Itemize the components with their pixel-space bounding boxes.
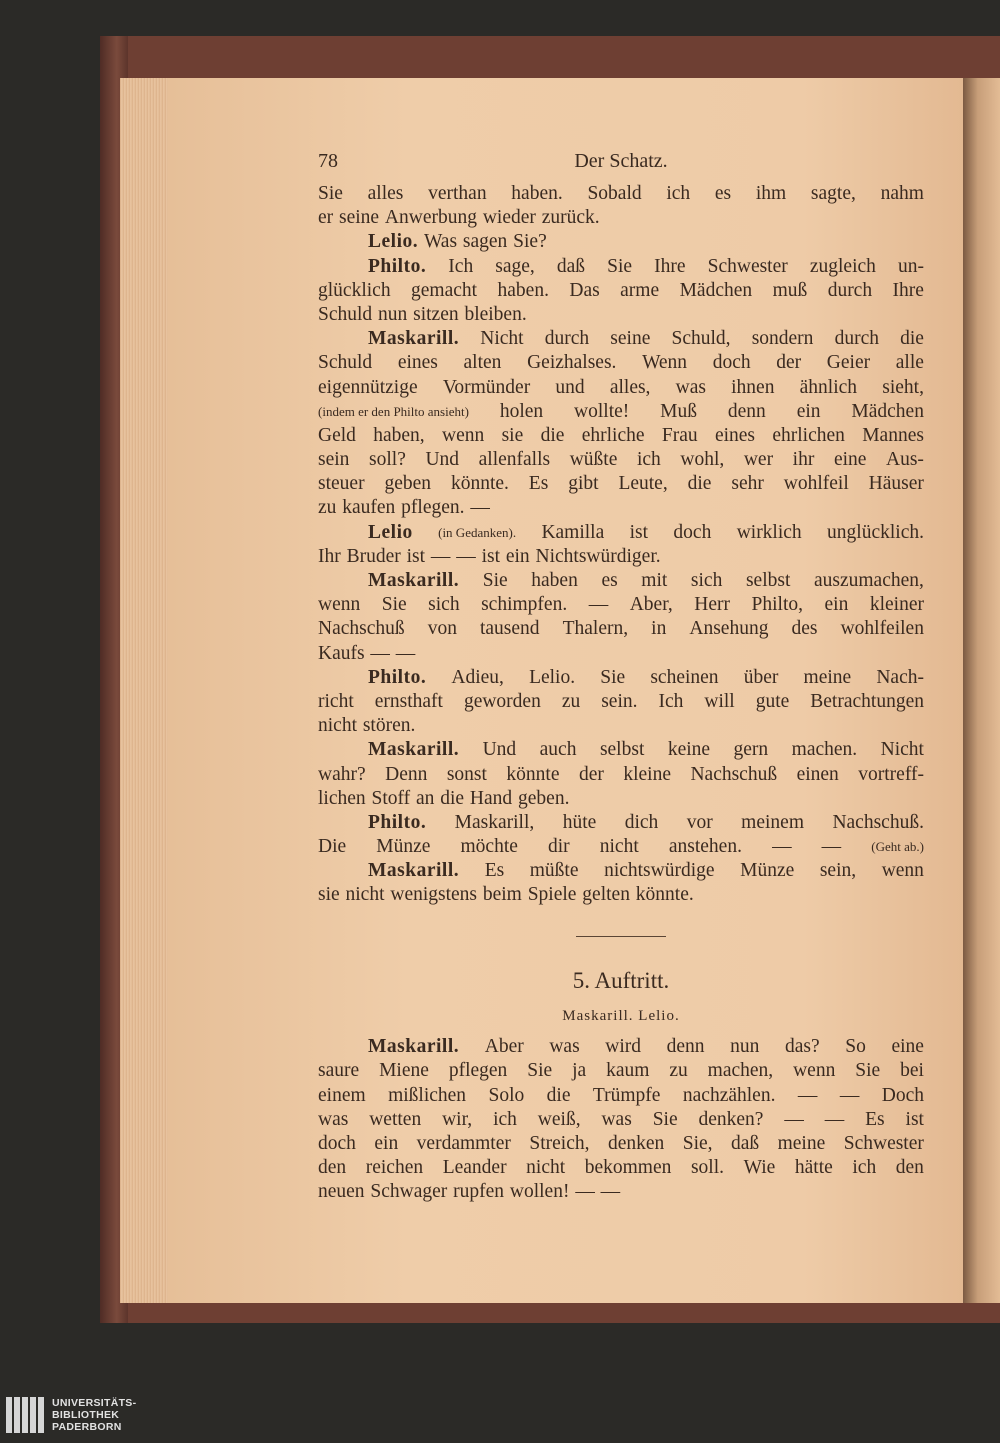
speaker-name: Maskarill. xyxy=(368,570,460,591)
stage-direction: (in Gedanken). xyxy=(438,524,517,540)
text-line: er seine Anwerbung wieder zurück. xyxy=(318,207,600,229)
speaker-name: Philto. xyxy=(368,811,427,833)
library-logo-text xyxy=(52,1397,136,1433)
text-line: sie nicht wenigstens beim Spiele gelten könnte. xyxy=(318,884,694,906)
text-line: neuen Schwager rupfen wollen! — — xyxy=(318,1181,621,1203)
text-line: einem mißlichen Solo die Trümpfe nachzählen. — — Doch xyxy=(318,1084,924,1106)
dialogue-block-b xyxy=(318,1035,924,1204)
text-line: glücklich gemacht haben. Das arme Mädchen muß durch Ihre xyxy=(318,279,924,301)
library-logo xyxy=(6,1397,206,1433)
text-line: Lelio (in Gedanken). Kamilla ist doch wirklich unglücklich. xyxy=(318,521,924,545)
library-logo-icon xyxy=(6,1397,44,1433)
logo-line-1: UNIVERSITÄTS- xyxy=(52,1397,137,1409)
text-line: Kaufs — — xyxy=(318,642,416,664)
text-line: Philto. Ich sage, daß Sie Ihre Schwester zugleich un- xyxy=(318,255,924,279)
logo-line-2: BIBLIOTHEK xyxy=(52,1409,120,1421)
logo-line-3: PADERBORN xyxy=(52,1421,122,1433)
text-line: Philto. Maskarill, hüte dich vor meinem Nachschuß. xyxy=(318,811,924,835)
speaker-name: Maskarill. xyxy=(368,1036,460,1058)
text-line: (indem er den Philto ansieht) holen wollte! Muß denn ein Mädchen xyxy=(318,400,924,424)
text-line: wahr? Denn sonst könnte der kleine Nachschuß einen vortreff- xyxy=(318,763,924,785)
speaker-name: Philto. xyxy=(368,666,427,688)
text-line: eigennützige Vormünder und alles, was ihnen ähnlich sieht, xyxy=(318,376,924,398)
speaker-name: Lelio. xyxy=(368,231,419,253)
text-line: Philto. Adieu, Lelio. Sie scheinen über meine Nach- xyxy=(318,666,924,690)
text-line: Maskarill. Aber was wird denn nun das? So eine xyxy=(318,1035,924,1059)
text-line: was wetten wir, ich weiß, was Sie denken? — — Es ist xyxy=(318,1108,924,1130)
text-line: Maskarill. Es müßte nichtswürdige Münze sein, wenn xyxy=(318,859,924,883)
text-line: wenn Sie sich schimpfen. — Aber, Herr Philto, ein kleiner xyxy=(318,594,924,616)
text-line: Maskarill. Nicht durch seine Schuld, sondern durch die xyxy=(318,327,924,351)
text-line: Schuld eines alten Geizhalses. Wenn doch der Geier alle xyxy=(318,352,924,374)
text-line: Schuld nun sitzen bleiben. xyxy=(318,303,527,325)
text-line: lichen Stoff an die Hand geben. xyxy=(318,787,570,809)
text-line: Nachschuß von tausend Thalern, in Ansehung des wohlfeilen xyxy=(318,618,924,640)
text-line: nicht stören. xyxy=(318,715,416,737)
page-header xyxy=(318,150,924,182)
text-line: Lelio. Was sagen Sie? xyxy=(318,230,924,254)
page-edges xyxy=(120,78,168,1303)
speaker-name: Philto. xyxy=(368,255,427,277)
scene-cast: Maskarill. Lelio. xyxy=(562,1008,680,1025)
section-divider xyxy=(576,936,666,938)
page-number: 78 xyxy=(318,150,338,172)
text-line: Die Münze möchte dir nicht anstehen. — — (Geht ab.) xyxy=(318,835,924,859)
dialogue-block-a xyxy=(318,182,924,908)
speaker-name: Maskarill. xyxy=(368,860,460,882)
scene-title: 5. Auftritt. xyxy=(572,968,670,994)
speaker-name: Maskarill. xyxy=(368,328,460,350)
text-line: steuer geben könnte. Es gibt Leute, die sehr wohlfeil Häuser xyxy=(318,473,924,495)
speaker-name: Lelio xyxy=(368,521,413,543)
text-line: doch ein verdammter Streich, denken Sie, daß meine Schwester xyxy=(318,1132,924,1154)
stage-direction: (Geht ab.) xyxy=(871,839,924,855)
page-gutter xyxy=(963,78,1000,1303)
text-line: richt ernsthaft geworden zu sein. Ich will gute Betrachtungen xyxy=(318,690,924,712)
text-line: Geld haben, wenn sie die ehrliche Frau eines ehrlichen Mannes xyxy=(318,424,924,446)
speaker-name: Maskarill. xyxy=(368,739,460,761)
text-line: Sie alles verthan haben. Sobald ich es ihm sagte, nahm xyxy=(318,183,924,204)
text-line: Maskarill. Und auch selbst keine gern machen. Nicht xyxy=(318,738,924,762)
text-column xyxy=(318,150,924,1204)
text-line: saure Miene pflegen Sie ja kaum zu machen, wenn Sie bei xyxy=(318,1060,924,1082)
text-line: den reichen Leander nicht bekommen soll. Wie hätte ich den xyxy=(318,1157,924,1179)
text-line: Maskarill. Sie haben es mit sich selbst auszumachen, xyxy=(318,569,924,593)
text-line: sein soll? Und allenfalls wüßte ich wohl, wer ihr eine Aus- xyxy=(318,449,924,471)
running-head: Der Schatz. xyxy=(574,150,668,172)
text-line: Ihr Bruder ist — — ist ein Nichtswürdiger. xyxy=(318,545,661,567)
text-line: zu kaufen pflegen. — xyxy=(318,497,490,519)
stage-direction: (indem er den Philto ansieht) xyxy=(318,403,469,419)
